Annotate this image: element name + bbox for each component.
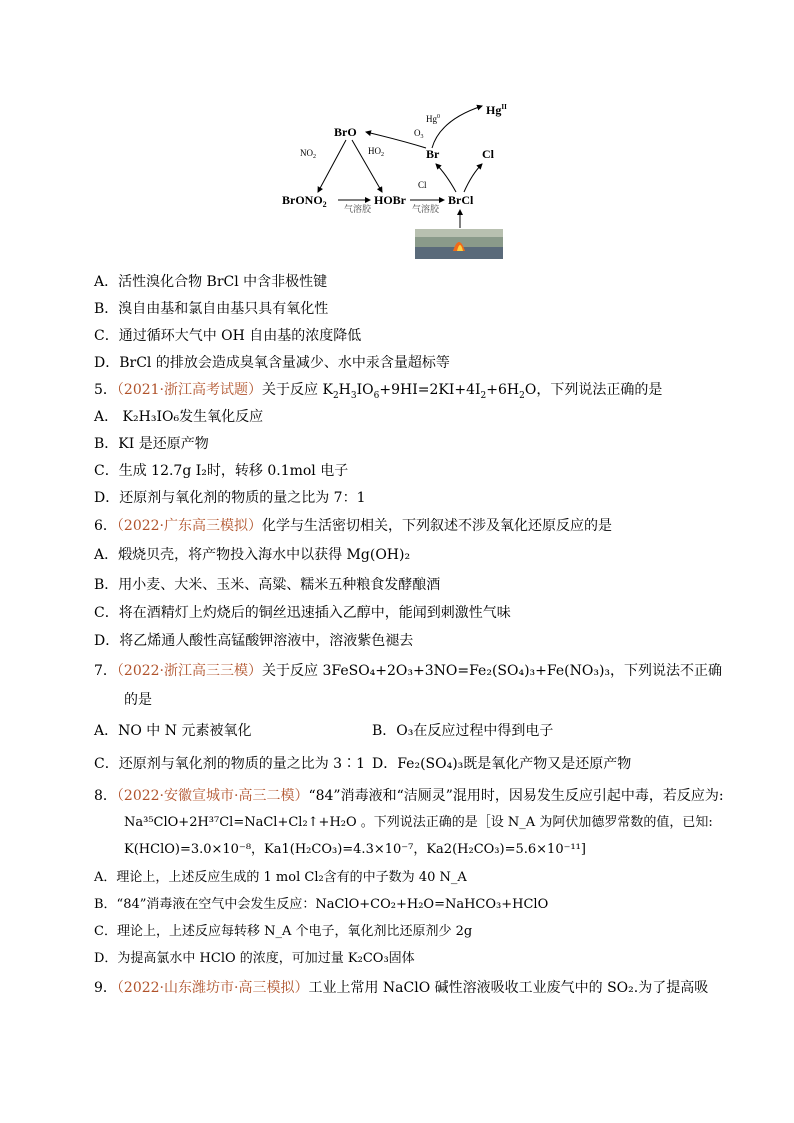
- node-no2: $NO_2$: [300, 148, 316, 160]
- q4-option-b: B．溴自由基和氯自由基只具有氧化性: [94, 301, 329, 317]
- node-hg0: Hg$^0$: [426, 114, 440, 124]
- q7-stem: [94, 661, 722, 681]
- q8-line2: Na³⁵ClO+2H³⁷Cl=NaCl+Cl₂↑+H₂O 。下列说法正确的是［设 N_A 为阿伏加德罗常数的值，已知:: [124, 815, 713, 830]
- q8-option-a: A．理论上，上述反应生成的 1 mol Cl₂含有的中子数为 40 N_A: [94, 870, 467, 885]
- q7-option-c: C．还原剂与氧化剂的物质的量之比为 3∶1: [94, 756, 365, 772]
- q8-option-c: C．理论上，上述反应每转移 N_A 个电子，氧化剂比还原剂少 2g: [94, 924, 473, 939]
- q8-line3: K(HClO)=3.0×10⁻⁸，Ka1(H₂CO₃)=4.3×10⁻⁷，Ka2(H₂CO₃)=5.6×10⁻¹¹]: [124, 842, 586, 857]
- node-ho2: $HO_2$: [368, 146, 384, 158]
- q7-source: （2022·浙江高三三模）: [116, 663, 263, 679]
- q6-stem-text: 化学与生活密切相关，下列叙述不涉及氧化还原反应的是: [262, 518, 613, 534]
- q8-option-d: D．为提高氯水中 HClO 的浓度，可加过量 K₂CO₃固体: [94, 951, 415, 966]
- q8-source: （2022·安徽宣城市·高三二模）: [116, 788, 309, 804]
- q8-option-b: B．“84”消毒液在空气中会发生反应：NaClO+CO₂+H₂O=NaHCO₃+HClO: [94, 897, 549, 912]
- q8-stem-text: “84”消毒液和“洁厕灵”混用时，因易发生反应引起中毒，若反应为:: [308, 788, 724, 804]
- q6-option-d: D．将乙烯通人酸性高锰酸钾溶液中，溶液紫色褪去: [94, 633, 414, 649]
- q7-option-a: A．NO 中 N 元素被氧化: [94, 723, 252, 739]
- q6-stem: [94, 516, 612, 536]
- node-hobr: HOBr: [374, 193, 406, 207]
- q4-option-d: D．BrCl 的排放会造成臭氧含量减少、水中汞含量超标等: [94, 355, 450, 371]
- node-bro: BrO: [334, 125, 357, 139]
- node-o3: $O_3$: [414, 128, 424, 140]
- q4-option-a: A．活性溴化合物 BrCl 中含非极性键: [94, 274, 328, 290]
- arrow-br-hgii: [432, 106, 482, 148]
- arrow-brcl-cl: [464, 164, 482, 192]
- node-cl-label: Cl: [418, 180, 427, 190]
- q5-option-d: D．还原剂与氧化剂的物质的量之比为 7：1: [94, 490, 366, 506]
- node-brono2: BrONO$_2$: [282, 193, 327, 209]
- q5-source: （2021·浙江高考试题）: [116, 382, 263, 398]
- q4-option-c: C．通过循环大气中 OH 自由基的浓度降低: [94, 328, 362, 344]
- q5-option-b: B．KI 是还原产物: [94, 436, 209, 452]
- q8-number: 8．: [94, 788, 117, 804]
- node-cl: Cl: [482, 147, 494, 161]
- q5-number: 5．: [94, 382, 117, 398]
- q9-source: （2022·山东潍坊市·高三模拟）: [116, 980, 309, 996]
- aerosol-label-1: 气溶胶: [344, 205, 372, 215]
- aerosol-label-2: 气溶胶: [412, 205, 440, 215]
- q9-stem-text: 工业上常用 NaClO 碱性溶液吸收工业废气中的 SO₂.为了提高吸: [308, 980, 709, 996]
- q7-option-b: B．O₃在反应过程中得到电子: [372, 723, 554, 739]
- q7-number: 7．: [94, 663, 117, 679]
- arrow-bro-brono2: [318, 140, 346, 192]
- q6-option-c: C．将在酒精灯上灼烧后的铜丝迅速插入乙醇中，能闻到刺激性气味: [94, 605, 511, 621]
- q5-stem-tail: ，下列说法正确的是: [536, 382, 663, 398]
- node-hgii: $Hg^{II}$: [486, 103, 507, 117]
- q6-source: （2022·广东高三模拟）: [116, 518, 263, 534]
- q8-stem: [94, 786, 724, 806]
- q7-stem-cont: 的是: [124, 692, 152, 708]
- q5-option-c: C．生成 12.7g I₂时，转移 0.1mol 电子: [94, 463, 349, 479]
- q7-stem-text: 关于反应 3FeSO₄+2O₃+3NO=Fe₂(SO₄)₃+Fe(NO₃)₃，下列说法不正确: [262, 663, 723, 679]
- node-brcl: BrCl: [448, 193, 474, 207]
- q6-option-b: B．用小麦、大米、玉米、高粱、糯米五种粮食发酵酿酒: [94, 577, 441, 593]
- node-br: Br: [426, 147, 440, 161]
- q6-option-a: A．煅烧贝壳，将产物投入海水中以获得 Mg(OH)₂: [94, 547, 411, 563]
- q6-number: 6．: [94, 518, 117, 534]
- arrow-brcl-br: [436, 164, 456, 192]
- fire-photo: [415, 229, 503, 259]
- q7-option-d: D．Fe₂(SO₄)₃既是氧化产物又是还原产物: [372, 756, 632, 772]
- q5-stem-pre: 关于反应 K: [262, 382, 333, 398]
- q5-option-a: A． K₂H₃IO₆发生氧化反应: [94, 409, 264, 425]
- q9-stem: [94, 978, 708, 998]
- q5-stem: 5．（2021·浙江高考试题）关于反应 $K_2H_3IO_6+9HI=2KI+4I_2+6H_2O$，下列说法正确的是: [94, 382, 663, 401]
- q9-number: 9．: [94, 980, 117, 996]
